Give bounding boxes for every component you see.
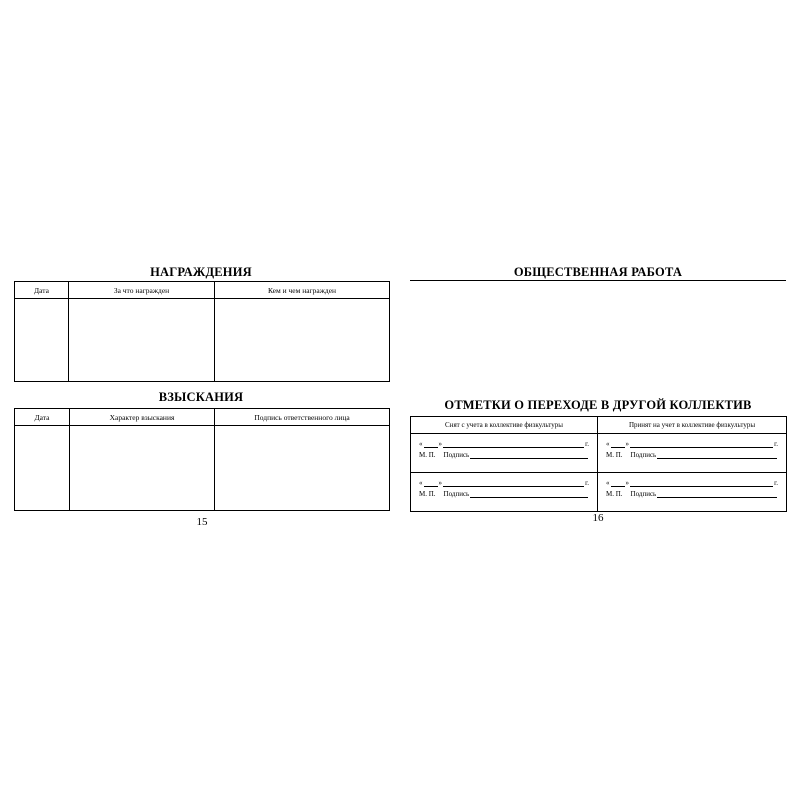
awards-col-reason: За что награжден [69, 282, 215, 299]
month-year-field[interactable] [630, 479, 773, 487]
awards-cell[interactable] [215, 299, 390, 382]
year-suffix: г. [585, 479, 589, 487]
page-number-right: 16 [592, 512, 604, 524]
stamp-label: М. П. [606, 490, 623, 498]
quote-open: « [606, 479, 610, 487]
signature-label: Подпись [443, 490, 470, 498]
quote-close: » [438, 479, 442, 487]
awards-cell[interactable] [15, 299, 69, 382]
penalties-col-nature: Характер взыскания [70, 409, 215, 426]
stamp-label: М. П. [419, 490, 436, 498]
transfer-title: ОТМЕТКИ О ПЕРЕХОДЕ В ДРУГОЙ КОЛЛЕКТИВ [444, 398, 752, 412]
quote-close: » [438, 440, 442, 448]
day-field[interactable] [424, 440, 438, 448]
month-year-field[interactable] [443, 479, 584, 487]
transfer-table [410, 416, 787, 512]
transfer-col-accepted: Принят на учет в коллективе физкультуры [598, 417, 787, 434]
signature-field[interactable] [657, 451, 777, 459]
penalties-cell[interactable] [70, 426, 215, 511]
stamp-label: М. П. [419, 451, 436, 459]
month-year-field[interactable] [630, 440, 773, 448]
awards-cell[interactable] [69, 299, 215, 382]
transfer-cell-accepted-2[interactable] [598, 473, 787, 512]
awards-title: НАГРАЖДЕНИЯ [150, 265, 252, 279]
penalties-cell[interactable] [15, 426, 70, 511]
quote-close: » [625, 479, 629, 487]
penalties-cell[interactable] [215, 426, 390, 511]
month-year-field[interactable] [443, 440, 584, 448]
penalties-title: ВЗЫСКАНИЯ [158, 390, 244, 404]
day-field[interactable] [611, 440, 625, 448]
transfer-cell-removed-1[interactable] [411, 434, 598, 473]
year-suffix: г. [774, 479, 778, 487]
stamp-label: М. П. [606, 451, 623, 459]
awards-table [14, 281, 390, 382]
day-field[interactable] [611, 479, 625, 487]
quote-close: » [625, 440, 629, 448]
transfer-cell-accepted-1[interactable] [598, 434, 787, 473]
quote-open: « [419, 479, 423, 487]
penalties-table [14, 408, 390, 511]
transfer-cell-removed-2[interactable] [411, 473, 598, 512]
signature-field[interactable] [657, 490, 777, 498]
public-work-title: ОБЩЕСТВЕННАЯ РАБОТА [513, 265, 683, 279]
year-suffix: г. [585, 440, 589, 448]
transfer-col-removed: Снят с учета в коллективе физкультуры [411, 417, 598, 434]
signature-field[interactable] [470, 451, 588, 459]
signature-label: Подпись [630, 451, 657, 459]
awards-col-by-whom: Кем и чем награжден [215, 282, 390, 299]
quote-open: « [606, 440, 610, 448]
signature-field[interactable] [470, 490, 588, 498]
page-number-left: 15 [196, 516, 208, 528]
quote-open: « [419, 440, 423, 448]
day-field[interactable] [424, 479, 438, 487]
signature-label: Подпись [443, 451, 470, 459]
signature-label: Подпись [630, 490, 657, 498]
year-suffix: г. [774, 440, 778, 448]
awards-col-date: Дата [15, 282, 69, 299]
penalties-col-signature: Подпись ответственного лица [215, 409, 390, 426]
penalties-col-date: Дата [15, 409, 70, 426]
public-work-line [410, 280, 786, 281]
